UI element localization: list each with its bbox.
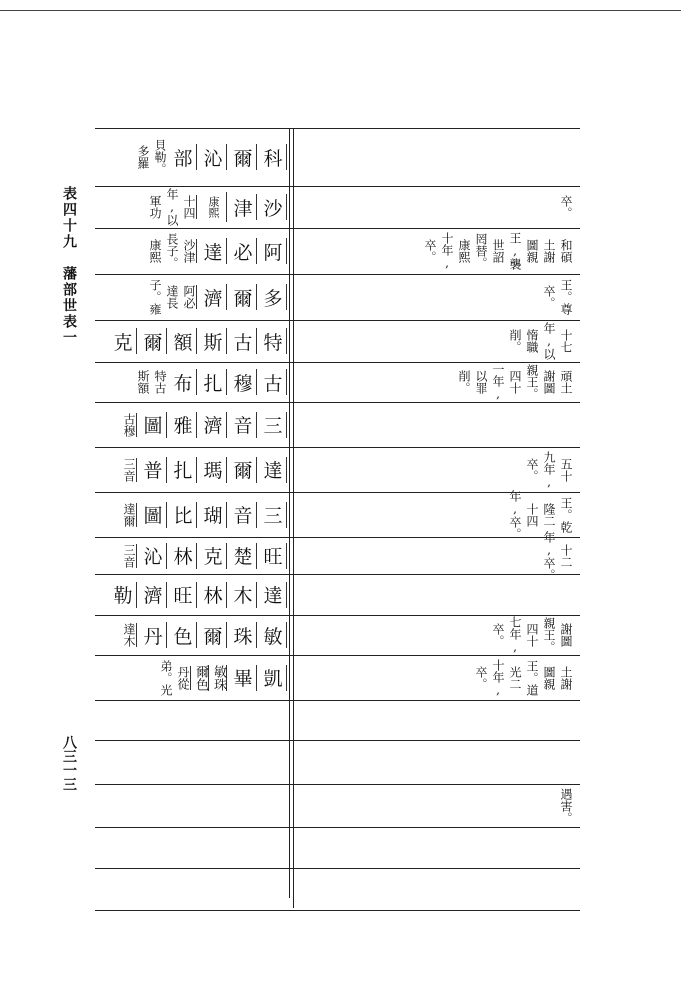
name-glyph: 特 — [259, 328, 287, 354]
succession-note: 卒。 — [525, 457, 539, 482]
row-rule — [95, 655, 580, 656]
name-glyph: 瑚 — [199, 502, 227, 528]
succession-note: 以罪 — [474, 370, 488, 394]
name-glyph: 克 — [199, 543, 227, 569]
succession-note: 四十 — [508, 370, 522, 394]
row-rule — [95, 910, 580, 911]
row-rule — [95, 827, 580, 828]
row-rule — [95, 492, 580, 493]
succession-cell — [295, 274, 579, 320]
succession-note: 十四 — [525, 502, 539, 527]
lineage-note: 年,以 — [165, 188, 179, 226]
lineage-cell — [95, 362, 289, 402]
name-glyph: 布 — [169, 369, 197, 395]
name-glyph: 扎 — [169, 457, 197, 483]
lineage-note: 斯額 — [136, 370, 150, 394]
succession-note: 罔替。 — [474, 233, 488, 269]
succession-note: 十二 — [559, 543, 573, 568]
name-glyph: 普 — [139, 457, 167, 483]
succession-note: 光二 — [508, 665, 522, 690]
row-rule — [95, 274, 580, 275]
table-row — [95, 530, 580, 581]
lineage-cell — [95, 537, 289, 574]
name-glyph: 克 — [109, 328, 137, 354]
top-rule — [0, 10, 681, 11]
name-glyph: 勒 — [109, 582, 137, 608]
succession-note: 年,卒。 — [542, 530, 556, 581]
succession-note: 卒。 — [423, 239, 437, 263]
succession-note: 和碩 — [559, 239, 573, 263]
table-row — [95, 402, 580, 447]
succession-cell — [295, 447, 579, 492]
succession-note: 親王。 — [525, 364, 539, 400]
name-glyph: 林 — [169, 543, 197, 569]
name-glyph: 楚 — [229, 543, 257, 569]
succession-note: 年,以 — [542, 322, 556, 360]
lineage-note: 長子。 — [165, 233, 179, 269]
table-row — [95, 784, 580, 827]
row-rule — [95, 320, 580, 321]
succession-note: 削。 — [508, 329, 522, 353]
small-name: 爾色 — [193, 664, 208, 691]
table-row — [95, 827, 580, 868]
lineage-note: 特古 — [153, 370, 167, 394]
succession-cell — [295, 128, 579, 186]
lineage-cell — [95, 402, 289, 447]
succession-note: 卒。 — [474, 665, 488, 690]
succession-note: 王,襲 — [508, 232, 522, 270]
name-glyph: 沁 — [199, 144, 227, 170]
name-glyph: 必 — [229, 238, 257, 264]
lineage-cell — [95, 320, 289, 362]
succession-cell — [295, 228, 579, 274]
row-rule — [95, 574, 580, 575]
succession-cell — [295, 655, 579, 700]
table-row — [95, 320, 580, 362]
lineage-cell — [95, 615, 289, 655]
lineage-cell — [95, 740, 289, 784]
name-glyph: 達 — [199, 238, 227, 264]
succession-cell — [295, 186, 579, 228]
name-glyph: 三 — [259, 412, 287, 438]
row-rule — [95, 537, 580, 538]
succession-note: 圖親 — [542, 665, 556, 690]
succession-note: 一年, — [491, 363, 505, 401]
table-row — [95, 228, 580, 274]
succession-note: 親王。 — [542, 617, 556, 653]
succession-cell — [295, 574, 579, 615]
row-rule — [95, 868, 580, 869]
succession-cell — [295, 362, 579, 402]
succession-note: 七年, — [508, 616, 522, 654]
name-glyph: 瑪 — [199, 457, 227, 483]
name-glyph: 爾 — [229, 457, 257, 483]
name-glyph: 沙 — [259, 194, 287, 220]
succession-note: 十年, — [491, 658, 505, 697]
name-glyph: 爾 — [139, 328, 167, 354]
name-glyph: 古 — [229, 328, 257, 354]
name-glyph: 爾 — [229, 144, 257, 170]
succession-note: 四十 — [525, 623, 539, 647]
name-glyph: 木 — [229, 582, 257, 608]
name-glyph: 古 — [259, 369, 287, 395]
name-glyph: 圖 — [139, 412, 167, 438]
page-number: 八三一三 — [61, 735, 77, 791]
row-rule — [95, 186, 580, 187]
table-row — [95, 740, 580, 784]
name-glyph: 斯 — [199, 328, 227, 354]
name-glyph: 丹 — [139, 622, 167, 648]
name-glyph: 濟 — [199, 412, 227, 438]
lineage-cell — [95, 128, 289, 186]
name-glyph: 扎 — [199, 369, 227, 395]
table-row — [95, 655, 580, 700]
name-glyph: 雅 — [169, 412, 197, 438]
lineage-note: 達木 — [122, 623, 136, 647]
name-glyph: 三 — [259, 502, 287, 528]
succession-note: 惰職 — [525, 329, 539, 353]
succession-cell — [295, 615, 579, 655]
name-glyph: 濟 — [139, 582, 167, 608]
table-row — [95, 186, 580, 228]
name-glyph: 圖 — [139, 502, 167, 528]
succession-cell — [295, 489, 579, 540]
succession-note: 王。乾 — [559, 496, 573, 533]
name-glyph: 阿 — [259, 238, 287, 264]
row-rule — [95, 402, 580, 403]
lineage-cell — [95, 274, 289, 320]
name-glyph: 旺 — [169, 582, 197, 608]
lineage-cell — [95, 492, 289, 537]
lineage-note: 十四 — [182, 195, 196, 219]
table-row — [95, 868, 580, 910]
lineage-note: 三音 — [122, 457, 136, 482]
name-glyph: 色 — [169, 622, 197, 648]
name-glyph: 音 — [229, 502, 257, 528]
name-glyph: 旺 — [259, 543, 287, 569]
succession-note: 卒。 — [542, 285, 556, 309]
succession-note: 謝圖 — [559, 623, 573, 647]
row-rule — [95, 615, 580, 616]
name-glyph: 凱 — [259, 665, 287, 691]
lineage-note: 三音 — [122, 543, 136, 568]
succession-cell — [295, 700, 579, 740]
row-rule — [95, 128, 580, 129]
lineage-cell — [95, 827, 289, 868]
name-glyph: 達 — [259, 457, 287, 483]
table-row — [95, 128, 580, 186]
succession-note: 削。 — [457, 370, 471, 394]
side-title: 表四十九 藩部世表一 — [61, 186, 77, 346]
row-rule — [95, 740, 580, 741]
name-glyph: 音 — [229, 412, 257, 438]
lineage-cell — [95, 447, 289, 492]
table-row — [95, 274, 580, 320]
lineage-cell — [95, 700, 289, 740]
succession-note: 遇害。 — [559, 787, 573, 824]
name-glyph: 額 — [169, 328, 197, 354]
name-glyph: 爾 — [229, 284, 257, 310]
lineage-note: 多羅 — [136, 145, 150, 169]
lineage-cell — [95, 655, 289, 700]
name-glyph: 爾 — [199, 622, 227, 648]
name-glyph: 多 — [259, 284, 287, 310]
succession-cell — [295, 320, 579, 362]
succession-note: 十年, — [440, 232, 454, 270]
succession-note: 土謝 — [542, 239, 556, 263]
lineage-note: 弟。光 — [159, 659, 173, 696]
succession-note: 康熙 — [457, 239, 471, 263]
name-glyph: 沁 — [139, 543, 167, 569]
succession-cell — [295, 868, 579, 910]
lineage-note: 達爾 — [122, 502, 136, 527]
table-row — [95, 700, 580, 740]
lineage-cell — [95, 186, 289, 228]
table-row — [95, 574, 580, 615]
name-glyph: 達 — [259, 582, 287, 608]
lineage-note: 軍功 — [148, 195, 162, 219]
lineage-cell — [95, 784, 289, 827]
succession-note: 五十 — [559, 457, 573, 482]
succession-cell — [295, 530, 579, 581]
succession-note: 十七 — [559, 329, 573, 353]
succession-note: 世詔 — [491, 239, 505, 263]
succession-note: 年,卒。 — [508, 489, 522, 540]
lineage-cell — [95, 868, 289, 910]
succession-cell — [295, 784, 579, 827]
succession-note: 卒。 — [491, 623, 505, 647]
lineage-note: 貝勒。 — [153, 139, 167, 175]
succession-note: 謝圖 — [542, 370, 556, 394]
lineage-note: 子。雍 — [148, 279, 162, 315]
succession-note: 九年, — [542, 450, 556, 489]
table-row — [95, 447, 580, 492]
lineage-note: 古穆 — [122, 412, 136, 437]
lineage-note: 達長 — [165, 285, 179, 309]
name-glyph: 林 — [199, 582, 227, 608]
name-glyph: 科 — [259, 144, 287, 170]
succession-note: 王。尊 — [559, 279, 573, 315]
succession-note: 圖親 — [525, 239, 539, 263]
succession-note: 卒。 — [559, 195, 573, 219]
table-row — [95, 489, 580, 540]
name-glyph: 部 — [169, 144, 197, 170]
name-glyph: 畢 — [229, 665, 257, 691]
succession-note: 頑土 — [559, 370, 573, 394]
succession-cell — [295, 827, 579, 868]
succession-note: 土謝 — [559, 665, 573, 690]
lineage-note: 沙津 — [182, 239, 196, 263]
lineage-note: 康熙 — [148, 239, 162, 263]
lineage-cell — [95, 228, 289, 274]
table-row — [95, 362, 580, 402]
name-glyph: 穆 — [229, 369, 257, 395]
lineage-note: 丹從 — [176, 665, 190, 690]
row-rule — [95, 447, 580, 448]
name-glyph: 濟 — [199, 284, 227, 310]
succession-cell — [295, 740, 579, 784]
succession-note: 王。道 — [525, 659, 539, 696]
name-glyph: 康熙 — [199, 192, 227, 222]
succession-cell — [295, 402, 579, 447]
name-glyph: 珠 — [229, 622, 257, 648]
lineage-note: 阿必 — [182, 285, 196, 309]
row-rule — [95, 362, 580, 363]
succession-note: 隆二 — [542, 502, 556, 527]
row-rule — [95, 228, 580, 229]
small-name: 敏珠 — [211, 664, 226, 691]
name-glyph: 敏 — [259, 622, 287, 648]
name-glyph: 津 — [229, 194, 257, 220]
row-rule — [95, 700, 580, 701]
name-glyph: 比 — [169, 502, 197, 528]
table-row — [95, 615, 580, 655]
lineage-cell — [95, 574, 289, 615]
row-rule — [95, 784, 580, 785]
